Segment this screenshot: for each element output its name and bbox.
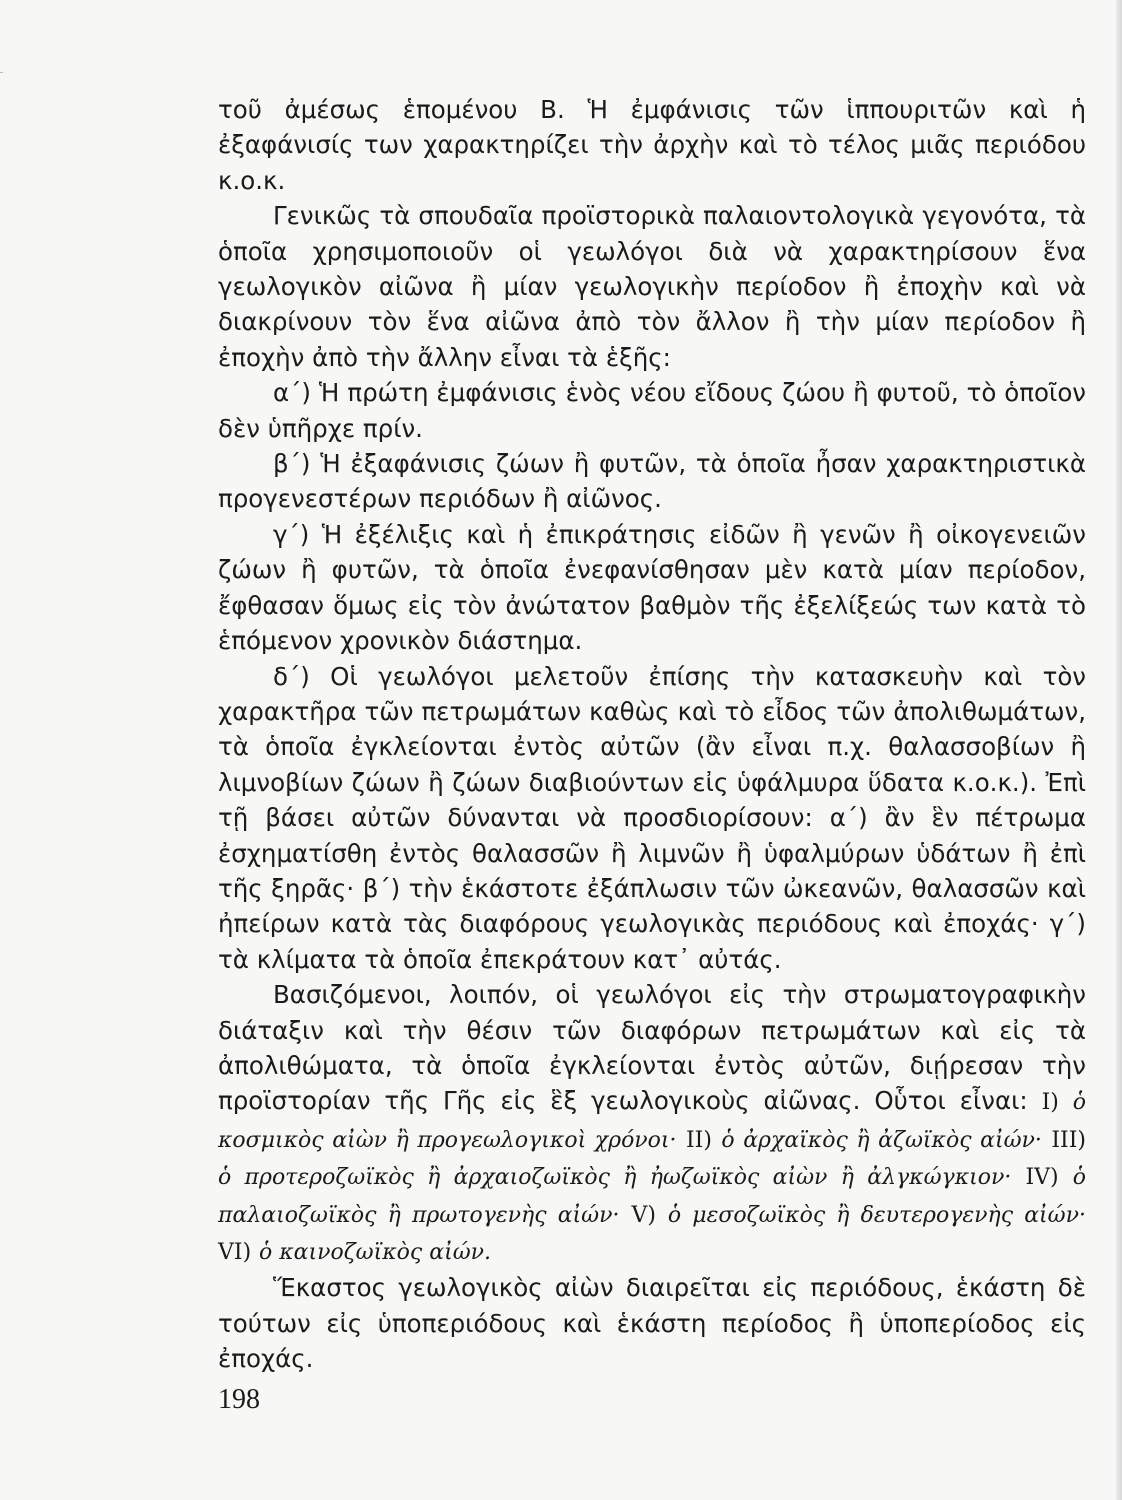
paragraph-continuation: τοῦ ἀμέσως ἑπομένου Β. Ἡ ἐμφάνισις τῶν ἱππουριτῶν καὶ ἡ ἐξαφάνισίς των χαρακτηρίζει τὴν ἀρχὴν καὶ τὸ τέλος μιᾶς περιόδου κ.ο.κ. — [218, 95, 1086, 195]
list-item-alpha: α΄) Ἡ πρώτη ἐμφάνισις ἑνὸς νέου εἴδους ζώου ἢ φυτοῦ, τὸ ὁποῖον δὲν ὑπῆρχε πρίν. — [218, 378, 1086, 443]
eras-intro: Βασιζόμενοι, λοιπόν, οἱ γεωλόγοι εἰς τὴν στρωματογραφικὴν διάταξιν καὶ τὴν θέσιν τῶν διαφόρων πετρωμάτων καὶ εἰς τὰ ἀπολιθώματα, τὰ ὁποῖα ἐγκλείονται ἐντὸς αὐτῶν, διῄρεσαν τὴν προϊστορίαν τῆς Γῆς εἰς ἓξ γεωλογικοὺς αἰῶνας. Οὗτοι εἶναι: — [218, 980, 1086, 1116]
era-name: ὁ παλαιοζωϊκὸς ἢ πρωτογενὴς αἰών· — [218, 1165, 1086, 1228]
era-number: II) — [685, 1127, 712, 1153]
era-name: ὁ προτεροζωϊκὸς ἢ ἀρχαιοζωϊκὸς ἢ ἠωζωϊκὸς αἰὼν ἢ ἀλγκώγκιον· — [218, 1165, 1012, 1191]
list-item-beta: β΄) Ἡ ἐξαφάνισις ζώων ἢ φυτῶν, τὰ ὁποῖα ἦσαν χαρακτηριστικὰ προγενεστέρων περιόδων ἢ αἰῶνος. — [218, 449, 1086, 514]
paragraph-events-intro: Γενικῶς τὰ σπουδαῖα προϊστορικὰ παλαιοντολογικὰ γεγονότα, τὰ ὁποῖα χρησιμοποιοῦν οἱ γεωλόγοι διὰ νὰ χαρακτηρίσουν ἕνα γεωλογικὸν αἰῶνα ἢ μίαν γεωλογικὴν περίοδον ἢ ἐποχὴν καὶ νὰ διακρίνουν τὸν ἕνα αἰῶνα ἀπὸ τὸν ἄλλον ἢ τὴν μίαν περίοδον ἢ ἐποχὴν ἀπὸ τὴν ἄλλην εἶναι τὰ ἑξῆς: — [218, 201, 1086, 372]
era-number: I) — [1041, 1090, 1059, 1116]
paragraph-subdivision: Ἕκαστος γεωλογικὸς αἰὼν διαιρεῖται εἰς περιόδους, ἑκάστη δὲ τούτων εἰς ὑποπεριόδους καὶ ἑκάστη περίοδος ἢ ὑποπερίοδος εἰς ἐποχάς. — [218, 1273, 1086, 1374]
era-name: ὁ μεσοζωϊκὸς ἢ δευτερογενὴς αἰών· — [667, 1202, 1086, 1228]
era-name: ὁ κοσμικὸς αἰὼν ἢ προγεωλογικοὶ χρόνοι· — [218, 1090, 1086, 1153]
era-name: ὁ καινοζωϊκὸς αἰών. — [258, 1240, 491, 1265]
era-number: V) — [631, 1202, 656, 1228]
page-edge — [1116, 0, 1122, 1500]
era-number: IV) — [1025, 1165, 1059, 1191]
list-item-gamma: γ΄) Ἡ ἐξέλιξις καὶ ἡ ἐπικράτησις εἰδῶν ἢ γενῶν ἢ οἰκογενειῶν ζώων ἢ φυτῶν, τὰ ὁποῖα ἐνεφανίσθησαν μὲν κατὰ μίαν περίοδον, ἔφθασαν ὅμως εἰς τὸν ἀνώτατον βαθμὸν τῆς ἐξελίξεώς των κατὰ τὸ ἑπόμενον χρονικὸν διάστημα. — [218, 519, 1086, 656]
era-number: VI) — [218, 1240, 252, 1265]
era-number: III) — [1051, 1127, 1086, 1153]
list-item-delta: δ΄) Οἱ γεωλόγοι μελετοῦν ἐπίσης τὴν κατασκευὴν καὶ τὸν χαρακτῆρα τῶν πετρωμάτων καθὼς καὶ τὸ εἶδος τῶν ἀπολιθωμάτων, τὰ ὁποῖα ἐγκλείονται ἐντὸς αὐτῶν (ἂν εἶναι π.χ. θαλασσοβίων ἢ λιμνοβίων ζώων ἢ ζώων διαβιούντων εἰς ὑφάλμυρα ὕδατα κ.ο.κ.). Ἐπὶ τῇ βάσει αὐτῶν δύνανται νὰ προσδιορίσουν: α΄) ἂν ἓν πέτρωμα ἐσχηματίσθη ἐντὸς θαλασσῶν ἢ λιμνῶν ἢ ὑφαλμύρων ὑδάτων ἢ ἐπὶ τῆς ξηρᾶς· β΄) τὴν ἑκάστοτε ἐξάπλωσιν τῶν ὠκεανῶν, θαλασσῶν καὶ ἠπείρων κατὰ τὰς διαφόρους γεωλογικὰς περιόδους καὶ ἐποχάς· γ΄) τὰ κλίματα τὰ ὁποῖα ἐπεκράτουν κατ᾽ αὐτάς. — [218, 661, 1086, 974]
page-number: 198 — [218, 1384, 260, 1415]
era-name: ὁ ἀρχαϊκὸς ἢ ἀζωϊκὸς αἰών· — [721, 1127, 1042, 1153]
page-body — [218, 92, 1086, 1377]
paragraph-eras — [218, 977, 1086, 1270]
margin-mark — [0, 72, 3, 73]
